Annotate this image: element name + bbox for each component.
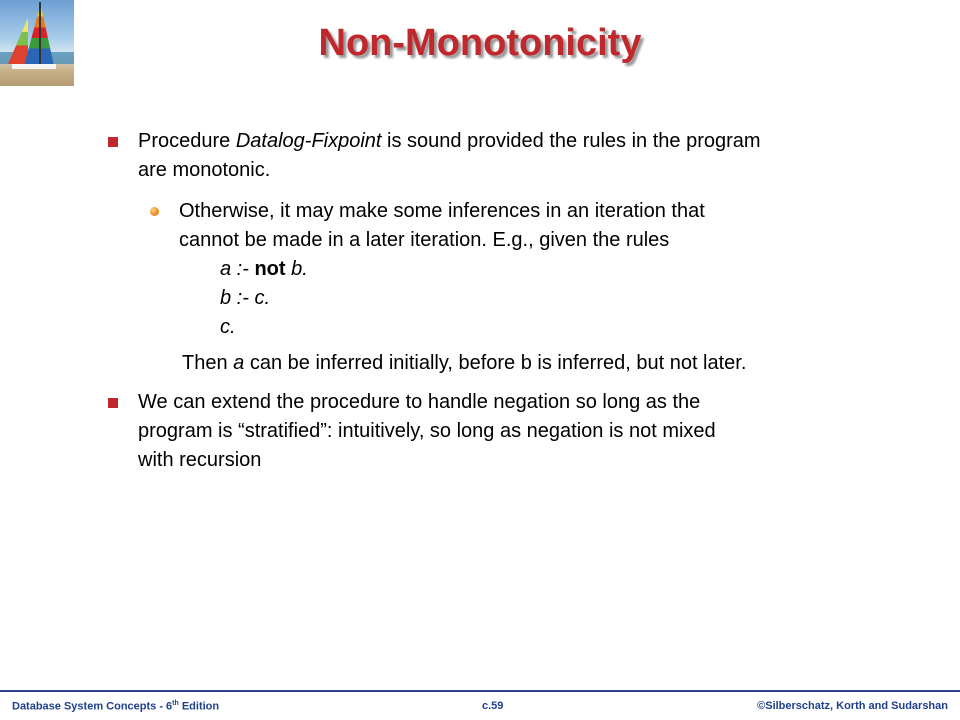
not-keyword: not	[254, 258, 286, 280]
sub-bullet-text: Otherwise, it may make some inferences in an iteration that cannot be made in a later iteration. E.g., given the rules	[179, 200, 705, 251]
page-title: Non-Monotonicity	[318, 22, 642, 64]
footer-divider	[0, 690, 960, 692]
round-bullet-icon	[150, 207, 159, 216]
rule-line-2: b :- c.	[220, 287, 271, 309]
bullet-1-text: Procedure Datalog-Fixpoint is sound provided the rules in the program are monotonic.	[138, 130, 761, 181]
rule-line-1: a :- not b.	[220, 258, 308, 280]
footer-book-title: Database System Concepts - 6th Edition	[12, 700, 220, 713]
footer-copyright: ©Silberschatz, Korth and Sudarshan	[757, 700, 948, 712]
rule-line-3: c.	[220, 316, 236, 338]
square-bullet-icon	[108, 137, 118, 147]
bullet-2-text: We can extend the procedure to handle negation so long as the program is “stratified”: intuitively, so long as negation is not mixed with recursion	[138, 391, 716, 471]
footer-page-number: c.59	[482, 700, 504, 712]
then-line: Then a can be inferred initially, before b is inferred, but not later.	[182, 352, 747, 374]
square-bullet-icon	[108, 398, 118, 408]
procedure-name: Datalog-Fixpoint	[235, 130, 382, 152]
slide-footer	[0, 690, 960, 720]
